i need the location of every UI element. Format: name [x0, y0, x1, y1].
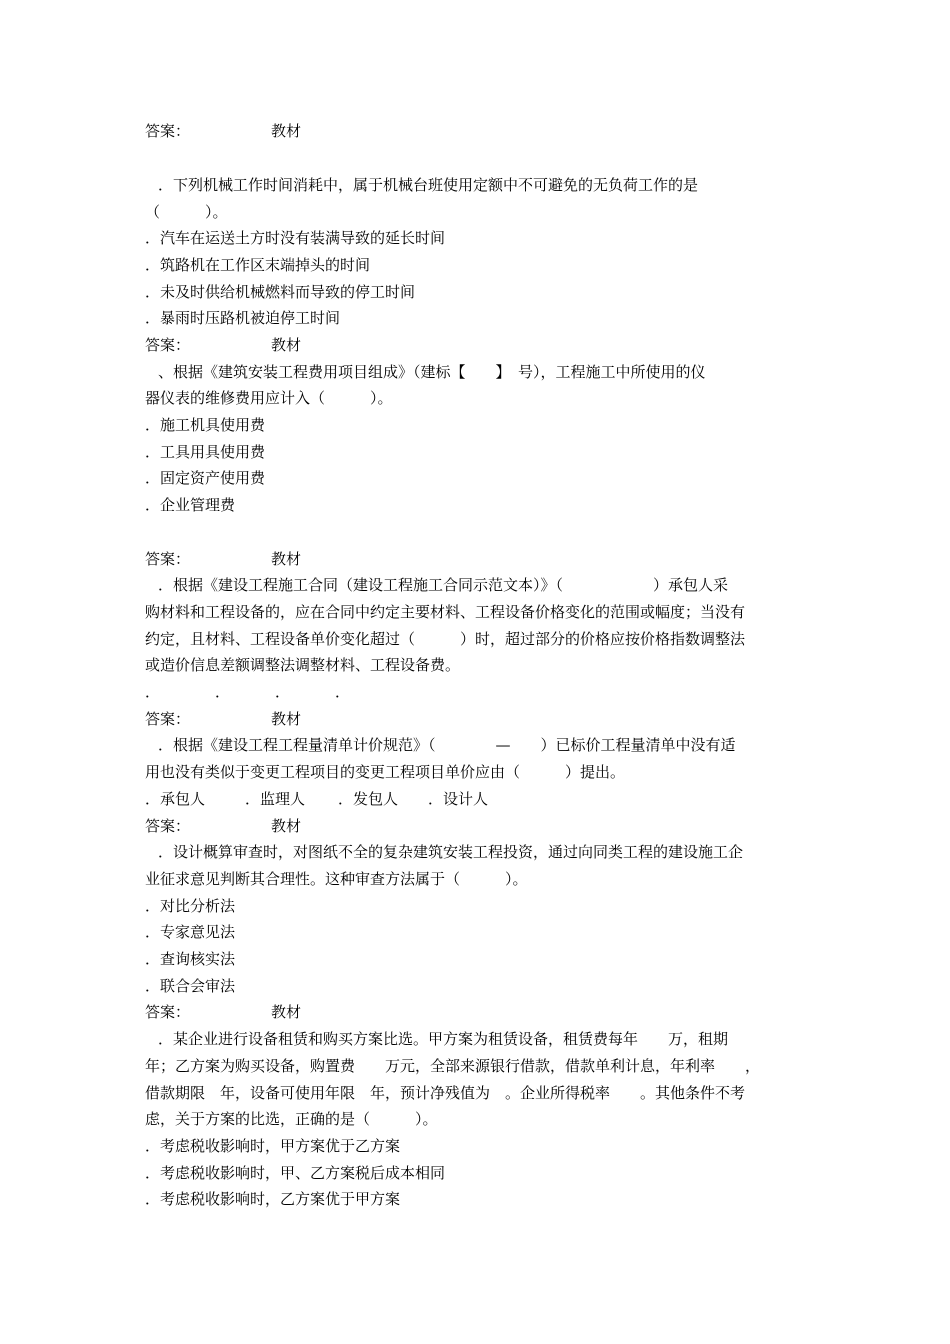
option-line: ．考虑税收影响时，乙方案优于甲方案 [145, 1190, 401, 1208]
answer-reference: 教材 [271, 122, 302, 140]
answer-reference: 教材 [271, 336, 302, 354]
option-item: ． [145, 683, 161, 701]
answer-line [145, 332, 810, 359]
question-text-line: 约定，且材料、工程设备单价变化超过（ ）时，超过部分的价格应按价格指数调整法 [145, 630, 746, 648]
answer-line [145, 813, 810, 840]
option-line: ．筑路机在工作区末端掉头的时间 [145, 256, 371, 274]
question-text-line: 购材料和工程设备的，应在合同中约定主要材料、工程设备价格变化的范围或幅度；当没有 [145, 603, 746, 621]
question-text-line: 或造价信息差额调整法调整材料、工程设备费。 [145, 656, 461, 674]
option-line: ．暴雨时压路机被迫停工时间 [145, 309, 341, 327]
option-line: ．考虑税收影响时，甲方案优于乙方案 [145, 1137, 401, 1155]
option-item: ． [335, 683, 351, 701]
question-text-line: 业征求意见判断其合理性。这种审查方法属于（ ）。 [145, 870, 528, 888]
answer-reference: 教材 [271, 1003, 302, 1021]
option-line: ．工具用具使用费 [145, 443, 266, 461]
answer-label: 答案： [145, 336, 191, 354]
answer-reference: 教材 [271, 550, 302, 568]
answer-line [145, 999, 810, 1026]
option-item: ．发包人 [338, 790, 399, 808]
option-line: ．汽车在运送土方时没有装满导致的延长时间 [145, 229, 446, 247]
answer-reference: 教材 [271, 817, 302, 835]
option-line: ．企业管理费 [145, 496, 236, 514]
question-text-line: ．下列机械工作时间消耗中，属于机械台班使用定额中不可避免的无负荷工作的是 [158, 176, 699, 194]
option-item: ． [275, 683, 291, 701]
option-line: ．查询核实法 [145, 950, 236, 968]
question-text-line: 年；乙方案为购买设备，购置费 万元，全部来源银行借款，借款单利计息，年利率 ， [145, 1057, 761, 1075]
question-text-line: 借款期限 年，设备可使用年限 年，预计净残值为 。企业所得税率 。其他条件不考 [145, 1084, 746, 1102]
inline-options-line [145, 786, 810, 813]
question-text-line: ．根据《建设工程施工合同（建设工程施工合同示范文本）》（ ）承包人采 [158, 576, 729, 594]
answer-reference: 教材 [271, 710, 302, 728]
answer-line [145, 706, 810, 733]
option-line: ．专家意见法 [145, 923, 236, 941]
question-text-line: 、根据《建筑安装工程费用项目组成》（建标【 】 号），工程施工中所使用的仪 [158, 363, 706, 381]
question-text-line: ．设计概算审查时，对图纸不全的复杂建筑安装工程投资，通过向同类工程的建设施工企 [158, 843, 744, 861]
inline-options-line [145, 679, 810, 706]
answer-label: 答案： [145, 550, 191, 568]
answer-label: 答案： [145, 710, 191, 728]
option-line: ．固定资产使用费 [145, 469, 266, 487]
option-line: ．施工机具使用费 [145, 416, 266, 434]
option-item: ． [215, 683, 231, 701]
option-line: ．考虑税收影响时，甲、乙方案税后成本相同 [145, 1164, 446, 1182]
question-text-line: 器仪表的维修费用应计入（ ）。 [145, 389, 393, 407]
option-line: ．对比分析法 [145, 897, 236, 915]
question-text-line: ．根据《建设工程工程量清单计价规范》（ — ）已标价工程量清单中没有适 [158, 736, 736, 754]
question-text-line: ．某企业进行设备租赁和购买方案比选。甲方案为租赁设备，租赁费每年 万，租期 [158, 1030, 729, 1048]
answer-label: 答案： [145, 1003, 191, 1021]
answer-label: 答案： [145, 122, 191, 140]
question-text-line: 虑，关于方案的比选，正确的是（ ）。 [145, 1110, 438, 1128]
option-item: ．监理人 [245, 790, 306, 808]
option-line: ．未及时供给机械燃料而导致的停工时间 [145, 283, 416, 301]
option-item: ．承包人 [145, 790, 206, 808]
answer-line [145, 546, 810, 573]
option-item: ．设计人 [428, 790, 489, 808]
question-text-line: 用也没有类似于变更工程项目的变更工程项目单价应由（ ）提出。 [145, 763, 626, 781]
option-line: ．联合会审法 [145, 977, 236, 995]
answer-line [145, 118, 810, 145]
question-text-line: （ ）。 [145, 203, 228, 221]
answer-label: 答案： [145, 817, 191, 835]
